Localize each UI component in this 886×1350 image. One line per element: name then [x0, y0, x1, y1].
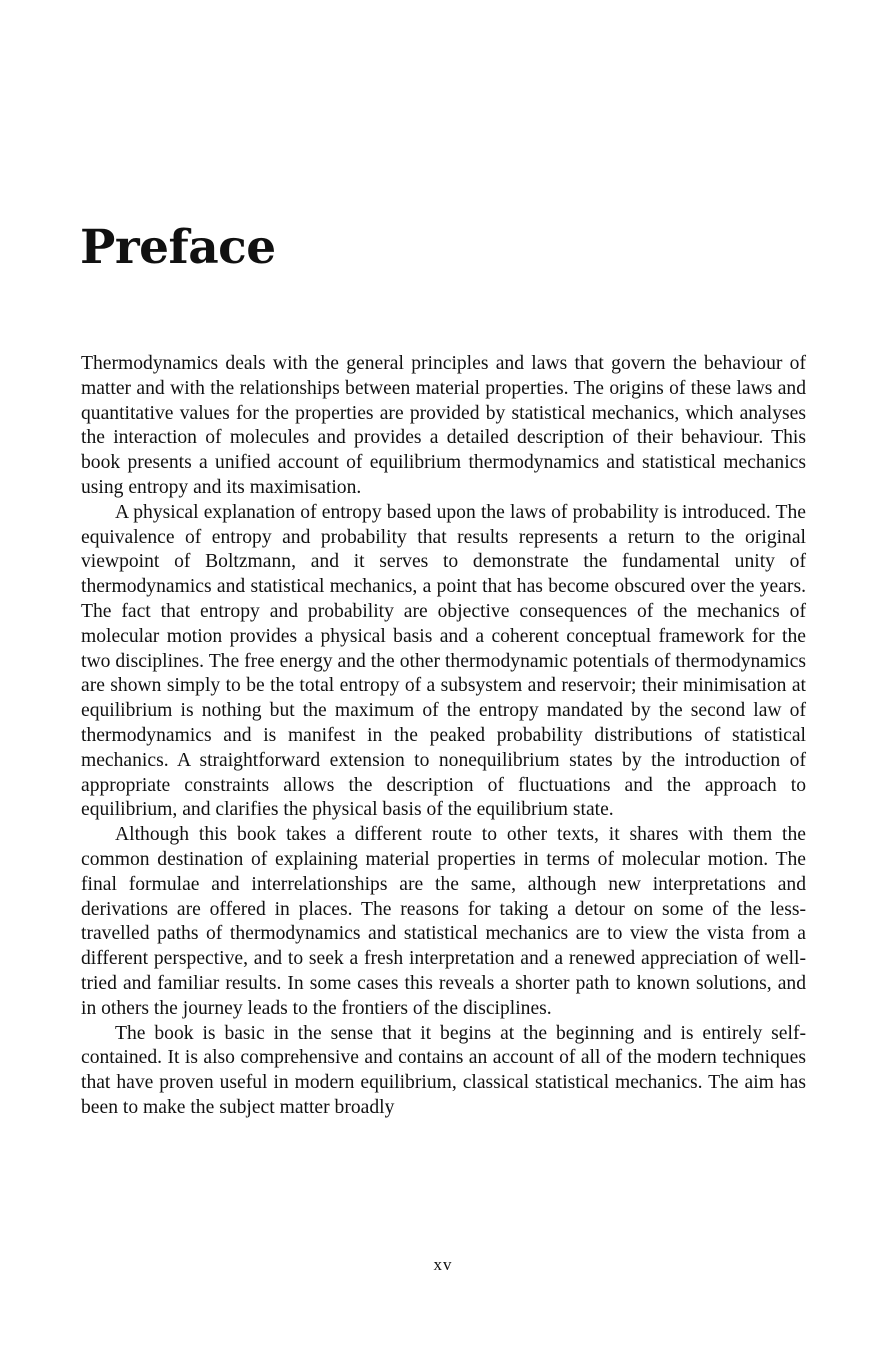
preface-body	[81, 352, 806, 1121]
paragraph-4: The book is basic in the sense that it begins at the beginning and is entirely self-contained. It is also comprehensive and contains an account of all of the modern techniques that have proven useful in modern equilibrium, classical statistical mechanics. The aim has been to make the subject matter broadly	[81, 1022, 806, 1118]
paragraph-3: Although this book takes a different route to other texts, it shares with them the common destination of explaining material properties in terms of molecular motion. The final formulae and interrelationships are the same, although new interpretations and derivations are offered in places. The reasons for taking a detour on some of the less-travelled paths of thermodynamics and statistical mechanics are to view the vista from a different perspective, and to seek a fresh interpretation and a renewed appreciation of well-tried and familiar results. In some cases this reveals a shorter path to known solutions, and in others the journey leads to the frontiers of the disciplines.	[81, 824, 806, 1019]
paragraph-1: Thermodynamics deals with the general principles and laws that govern the behaviour of matter and with the relationships between material properties. The origins of these laws and quantitative values for the properties are provided by statistical mechanics, which analyses the interaction of molecules and provides a detailed description of their behaviour. This book presents a unified account of equilibrium thermodynamics and statistical mechanics using entropy and its maximisation.	[81, 353, 806, 498]
paragraph-2: A physical explanation of entropy based upon the laws of probability is introduced. The equivalence of entropy and probability that results represents a return to the original viewpoint of Boltzmann, and it serves to demonstrate the fundamental unity of thermodynamics and statistical mechanics, a point that has become obscured over the years. The fact that entropy and probability are objective consequences of the mechanics of molecular motion provides a physical basis and a coherent conceptual framework for the two disciplines. The free energy and the other thermodynamic potentials of thermodynamics are shown simply to be the total entropy of a subsystem and reservoir; their minimisation at equilibrium is nothing but the maximum of the entropy mandated by the second law of thermodynamics and is manifest in the peaked probability distributions of statistical mechanics. A straightforward extension to nonequilibrium states by the introduction of appropriate constraints allows the description of fluctuations and the approach to equilibrium, and clarifies the physical basis of the equilibrium state.	[81, 501, 806, 821]
chapter-title: Preface	[80, 220, 276, 275]
page-number: xv	[433, 1255, 453, 1274]
